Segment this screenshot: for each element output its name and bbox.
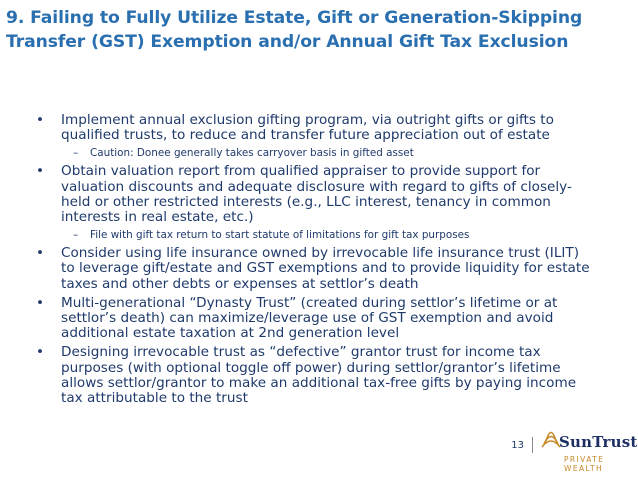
slide-title: 9. Failing to Fully Utilize Estate, Gift or Generation-Skipping Transfer (GST) Exemption and/or Annual Gift Tax Exclusion bbox=[6, 8, 583, 52]
footer-divider bbox=[532, 437, 533, 453]
bullet-marker: • bbox=[36, 112, 45, 128]
bullet-item bbox=[36, 345, 596, 406]
bullet-text: Obtain valuation report from qualified appraiser to provide support for valuation discounts and adequate disclosure with regard to gifts of closely-held or other restricted interests (e.g., LLC interest, tenancy in common interests in real estate, etc.) bbox=[61, 163, 572, 226]
bullet-marker: • bbox=[36, 294, 45, 311]
bullet-item bbox=[36, 296, 596, 342]
bullet-item bbox=[36, 164, 596, 225]
bullet-marker: • bbox=[36, 245, 45, 262]
bullet-text: Implement annual exclusion gifting program, via outright gifts or gifts to qualified trusts, to reduce and transfer future appreciation out of estate bbox=[61, 112, 554, 144]
sub-bullet-text: File with gift tax return to start statute of limitations for gift tax purposes bbox=[90, 229, 470, 242]
page-number: 13 bbox=[511, 440, 524, 451]
bullet-item bbox=[36, 246, 596, 292]
brand-name: SunTrust bbox=[559, 433, 638, 451]
bullet-list bbox=[36, 113, 596, 410]
bullet-item bbox=[36, 113, 596, 143]
sub-bullet-item bbox=[36, 147, 596, 160]
sub-bullet-item bbox=[36, 229, 596, 242]
bullet-text: Designing irrevocable trust as “defective” grantor trust for income tax purposes (with optional toggle off power) during settlor/grantor’s lifetime allows settlor/grantor to make an additional tax-free gifts by paying income tax attributable to the trust bbox=[61, 344, 577, 407]
sub-bullet-text: Caution: Donee generally takes carryover basis in gifted asset bbox=[90, 147, 414, 160]
brand-subtitle: PRIVATE WEALTH bbox=[564, 455, 605, 473]
bullet-marker: • bbox=[36, 344, 45, 361]
sub-bullet-marker: – bbox=[73, 147, 79, 160]
bullet-marker: • bbox=[36, 163, 45, 180]
brand-logo bbox=[540, 425, 638, 473]
bullet-text: Multi-generational “Dynasty Trust” (created during settlor’s lifetime or at settlor’s death) can maximize/leverage use of GST exemption and avoid additional estate taxation at 2nd generation level bbox=[61, 294, 558, 342]
bullet-text: Consider using life insurance owned by irrevocable life insurance trust (ILIT) to leverage gift/estate and GST exemptions and to provide liquidity for estate taxes and other debts or expenses at settlor’s death bbox=[61, 245, 590, 292]
sub-bullet-marker: – bbox=[73, 229, 79, 242]
